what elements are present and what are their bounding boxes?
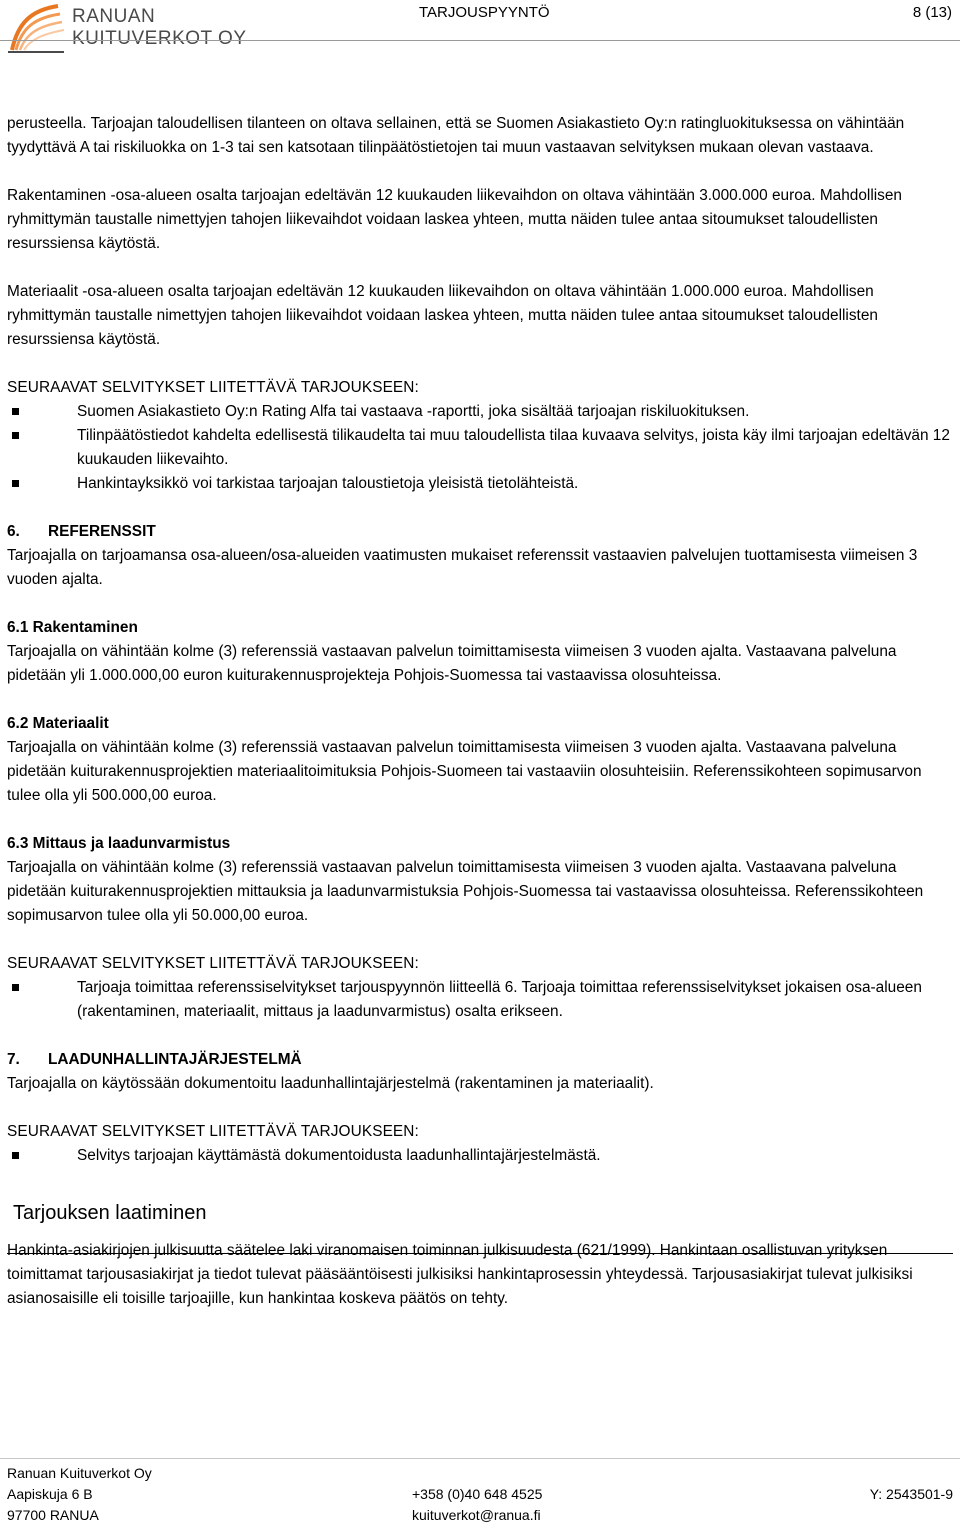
section-7-heading (7, 1048, 953, 1072)
footer-company: Ranuan Kuituverkot Oy (7, 1465, 152, 1481)
section-number: 7. (7, 1051, 20, 1068)
fiber-wave-logo-icon (8, 2, 66, 54)
section-number: 6. (7, 523, 20, 540)
requirements-list-2 (7, 976, 953, 1024)
requirements-list-3 (7, 1144, 953, 1168)
list-item: Suomen Asiakastieto Oy:n Rating Alfa tai vastaava -raportti, joka sisältää tarjoajan riskiluokituksen. (7, 400, 953, 424)
list-item: Tarjoaja toimittaa referenssiselvitykset tarjouspyynnön liitteellä 6. Tarjoaja toimittaa referenssiselvitykset jokaisen osa-alueen (rakentaminen, materiaalit, mittaus ja laadunvarmistus) osalta erikseen. (7, 976, 953, 1024)
footer-phone: +358 (0)40 648 4525 (412, 1486, 543, 1502)
section-title-tarjouksen-laatiminen: Tarjouksen laatiminen (13, 1202, 207, 1224)
page-header (0, 0, 960, 62)
section-title: LAADUNHALLINTAJÄRJESTELMÄ (48, 1051, 302, 1068)
section-6-1-heading: 6.1 Rakentaminen (7, 619, 138, 636)
logo-text (72, 6, 247, 50)
section-6-2-text: Tarjoajalla on vähintään kolme (3) referenssiä vastaavan palvelun toimittamisesta viimeisen 3 vuoden ajalta. Vastaavana palveluna pidetään kuiturakennusprojektien materiaalitoimituksia Pohjois-Suomeen tai vastaaviin olosuhteisiin. Referenssikohteen sopimusarvon tulee olla yli 500.000,00 euroa. (7, 739, 922, 804)
bullet-square-icon (12, 432, 19, 439)
requirements-heading-3: SEURAAVAT SELVITYKSET LIITETTÄVÄ TARJOUKSEEN: (7, 1123, 419, 1140)
header-divider (0, 40, 960, 41)
section-6-3-text: Tarjoajalla on vähintään kolme (3) referenssiä vastaavan palvelun toimittamisesta viimeisen 3 vuoden ajalta. Vastaavana palveluna pidetään kuiturakennusprojektien mittauksia ja laadunvarmistuksia Pohjois-Suomessa tai vastaavissa olosuhteissa. Referenssikohteen sopimusarvon tulee olla yli 50.000,00 euroa. (7, 859, 924, 924)
section-6-2-heading: 6.2 Materiaalit (7, 715, 109, 732)
section-6-3-heading: 6.3 Mittaus ja laadunvarmistus (7, 835, 231, 852)
requirements-list-1 (7, 400, 953, 496)
requirements-heading-1: SEURAAVAT SELVITYKSET LIITETTÄVÄ TARJOUKSEEN: (7, 379, 419, 396)
list-item: Hankintayksikkö voi tarkistaa tarjoajan taloustietoja yleisistä tietolähteistä. (7, 472, 953, 496)
bullet-square-icon (12, 480, 19, 487)
logo-line-2: KUITUVERKOT OY (72, 28, 247, 49)
bullet-square-icon (12, 408, 19, 415)
section-divider (7, 1253, 953, 1254)
paragraph-construction-turnover: Rakentaminen -osa-alueen osalta tarjoajan edeltävän 12 kuukauden liikevaihdon on oltava vähintään 3.000.000 euroa. Mahdollisen ryhmittymän taustalle nimettyjen tahojen liikevaihdot voidaan laskea yhteen, mutta näiden tulee antaa sitoumukset taloudellisten resurssiensa käytöstä. (7, 187, 902, 252)
requirements-heading-2: SEURAAVAT SELVITYKSET LIITETTÄVÄ TARJOUKSEEN: (7, 955, 419, 972)
section-6-1-text: Tarjoajalla on vähintään kolme (3) referenssiä vastaavan palvelun toimittamisesta viimeisen 3 vuoden ajalta. Vastaavana palveluna pidetään yli 1.000.000,00 euron kuiturakennusprojekteja Pohjois-Suomessa tai vastaavissa olosuhteissa. (7, 643, 897, 684)
section-tarjouksen-laatiminen-text: Hankinta-asiakirjojen julkisuutta säätelee laki viranomaisen toiminnan julkisuudesta (621/1999). Hankintaan osallistuvan yrityksen toimittamat tarjousasiakirjat ja tiedot tulevat pääsääntöisesti julkisiksi hankintaprosessin yhteydessä. Tarjousasiakirjat tulevat julkisiksi asianosaisille eli toisille tarjoajille, kun hankintaa koskeva päätös on tehty. (7, 1242, 913, 1307)
page-number: 8 (13) (912, 4, 952, 21)
section-title: REFERENSSIT (48, 523, 156, 540)
logo-line-1: RANUAN (72, 6, 156, 27)
footer-address: Aapiskuja 6 B (7, 1486, 93, 1502)
section-6-text: Tarjoajalla on tarjoamansa osa-alueen/osa-alueiden vaatimusten mukaiset referenssit vastaavien palvelujen tuottamisesta viimeisen 3 vuoden ajalta. (7, 547, 918, 588)
footer-postal: 97700 RANUA (7, 1507, 99, 1523)
footer-business-id: Y: 2543501-9 (869, 1486, 953, 1502)
paragraph-materials-turnover: Materiaalit -osa-alueen osalta tarjoajan edeltävän 12 kuukauden liikevaihdon on oltava vähintään 1.000.000 euroa. Mahdollisen ryhmittymän taustalle nimettyjen tahojen liikevaihdot voidaan laskea yhteen, mutta näiden tulee antaa sitoumukset taloudellisten resurssiensa käytöstä. (7, 283, 878, 348)
document-body (7, 112, 953, 1335)
section-7-text: Tarjoajalla on käytössään dokumentoitu laadunhallintajärjestelmä (rakentaminen ja materiaalit). (7, 1075, 654, 1092)
footer-divider (0, 1458, 960, 1459)
section-6-heading (7, 520, 953, 544)
footer-email: kuituverkot@ranua.fi (412, 1507, 541, 1523)
list-item: Tilinpäätöstiedot kahdelta edellisestä tilikaudelta tai muu taloudellista tilaa kuvaava selvitys, joista käy ilmi tarjoajan edeltävän 12 kuukauden liikevaihto. (7, 424, 953, 472)
footer-address-block (7, 1463, 152, 1526)
bullet-square-icon (12, 984, 19, 991)
paragraph-financial-standing: perusteella. Tarjoajan taloudellisen tilanteen on oltava sellainen, että se Suomen Asiakastieto Oy:n ratingluokituksessa on vähintään tyydyttävä A tai riskiluokka on 1-3 tai sen katsotaan tilinpäätöstietojen tai muun vastaavan selvityksen mukaan olevan vastaava. (7, 115, 905, 156)
document-title: TARJOUSPYYNTÖ (419, 4, 550, 21)
bullet-square-icon (12, 1152, 19, 1159)
company-logo (8, 2, 248, 54)
list-item: Selvitys tarjoajan käyttämästä dokumentoidusta laadunhallintajärjestelmästä. (7, 1144, 953, 1168)
